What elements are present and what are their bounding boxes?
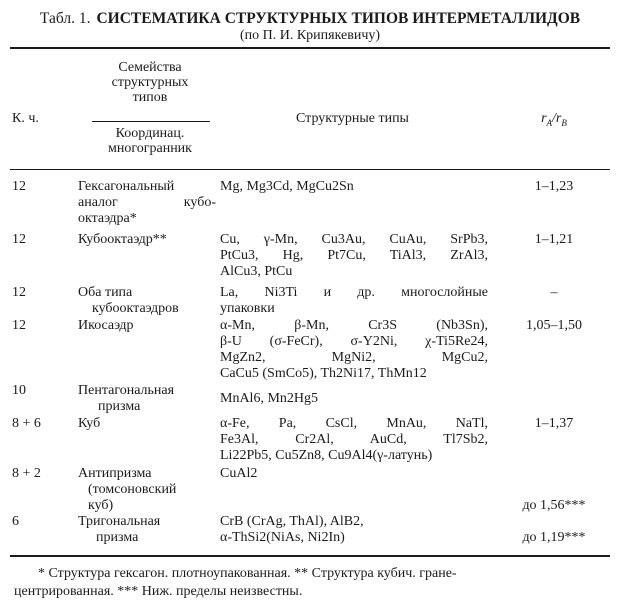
- row-family: [78, 179, 216, 227]
- row-ratio: 1–1,23: [534, 179, 574, 194]
- row-kch: 6: [12, 514, 19, 529]
- types-line: Cu, γ-Mn, Cu3Au, CuAu, SrPb3,: [220, 232, 488, 247]
- row-ratio: 1–1,21: [534, 232, 574, 247]
- types-line: MnAl6, Mn2Hg5: [220, 391, 319, 406]
- row-family: [78, 466, 216, 514]
- table-label: Табл. 1.: [39, 10, 91, 27]
- types-line: MgZn2, MgNi2, MgCu2,: [220, 350, 488, 365]
- header-bottom-rule: [10, 169, 610, 170]
- family-line: призма: [98, 399, 141, 414]
- row-family: [78, 285, 216, 317]
- header-top-rule: [10, 47, 610, 49]
- footnote-line: центрированная. *** Ниж. пределы неизвестны.: [14, 584, 303, 599]
- header-family-divider: [92, 121, 210, 122]
- family-line: кубооктаэдров: [92, 301, 179, 316]
- row-family: [78, 514, 216, 546]
- family-line: октаэдра*: [78, 211, 137, 226]
- family-line: Оба типа: [78, 285, 133, 300]
- family-line: аналог кубо-: [78, 195, 216, 210]
- family-line: Пентагональная: [78, 383, 175, 398]
- family-line: куб): [88, 498, 114, 513]
- row-family: [78, 232, 216, 248]
- header-poly-line: многогранник: [108, 141, 192, 156]
- types-line: CuAl2: [220, 466, 258, 481]
- header-kch: К. ч.: [12, 111, 39, 126]
- types-line: упаковки: [220, 301, 275, 316]
- table-title-text: СИСТЕМАТИКА СТРУКТУРНЫХ ТИПОВ ИНТЕРМЕТАЛЛИДОВ: [96, 10, 581, 27]
- types-line: α-Mn, β-Mn, Cr3S (Nb3Sn),: [220, 318, 488, 333]
- row-types: [220, 391, 488, 407]
- row-types: [220, 514, 488, 546]
- types-line: α-ThSi2(NiAs, Ni2In): [220, 530, 345, 545]
- row-types: [220, 416, 488, 464]
- header-family: [76, 60, 224, 105]
- table-footnotes: [14, 565, 610, 601]
- footnote-line: * Структура гексагон. плотноупакованная. ** Структура кубич. гране-: [38, 566, 457, 581]
- row-ratio: до 1,19***: [522, 530, 586, 545]
- row-ratio: 1,05–1,50: [526, 318, 582, 333]
- header-polyhedron: [76, 126, 224, 156]
- types-line: AlCu3, PtCu: [220, 264, 293, 279]
- family-line: призма: [96, 530, 139, 545]
- row-types: [220, 285, 488, 317]
- row-family: [78, 416, 216, 432]
- types-line: CrB (CrAg, ThAl), AlB2,: [220, 514, 364, 529]
- row-types: [220, 466, 488, 482]
- table-bottom-rule: [10, 555, 610, 557]
- row-family: [78, 383, 216, 415]
- row-kch: 12: [12, 318, 26, 333]
- row-kch: 8 + 2: [12, 466, 41, 481]
- types-line: La, Ni3Ti и др. многослойные: [220, 285, 488, 300]
- types-line: PtCu3, Hg, Pt7Cu, TiAl3, ZrAl3,: [220, 248, 488, 263]
- table-subtitle: (по П. И. Крипякевичу): [239, 28, 381, 43]
- family-line: (томсоновский: [88, 482, 177, 497]
- types-line: Mg, Mg3Cd, MgCu2Sn: [220, 179, 354, 194]
- header-family-line: Семейства: [118, 60, 182, 75]
- header-family-line: структурных: [111, 75, 189, 90]
- row-kch: 8 + 6: [12, 416, 41, 431]
- row-kch: 10: [12, 383, 26, 398]
- row-ratio: –: [550, 285, 558, 300]
- row-types: [220, 318, 488, 382]
- types-line: CaCu5 (SmCo5), Th2Ni17, ThMn12: [220, 366, 427, 381]
- row-ratio: 1–1,37: [534, 416, 574, 431]
- row-types: [220, 179, 488, 195]
- family-line: Гексагональный: [78, 179, 175, 194]
- family-line: Икосаэдр: [78, 318, 134, 333]
- header-ratio: $r_A/r_B$: [541, 111, 567, 128]
- row-ratio: до 1,56***: [522, 498, 586, 513]
- types-line: α-Fe, Pa, CsCl, MnAu, NaTl,: [220, 416, 488, 431]
- family-line: Тригональная: [78, 514, 161, 529]
- table-title: [0, 10, 620, 28]
- header-types: Структурные типы: [296, 111, 409, 126]
- family-line: Кубооктаэдр**: [78, 232, 167, 247]
- types-line: Li22Pb5, Cu5Zn8, Cu9Al4(γ-латунь): [220, 448, 433, 463]
- row-kch: 12: [12, 285, 26, 300]
- row-kch: 12: [12, 179, 26, 194]
- row-types: [220, 232, 488, 280]
- row-kch: 12: [12, 232, 26, 247]
- row-family: [78, 318, 216, 334]
- family-line: Антипризма: [78, 466, 152, 481]
- types-line: β-U (σ-FeCr), σ-Y2Ni, χ-Ti5Re24,: [220, 334, 488, 349]
- types-line: Fe3Al, Cr2Al, AuCd, Tl7Sb2,: [220, 432, 488, 447]
- header-family-line: типов: [132, 90, 168, 105]
- family-line: Куб: [78, 416, 101, 431]
- header-poly-line: Координац.: [115, 126, 185, 141]
